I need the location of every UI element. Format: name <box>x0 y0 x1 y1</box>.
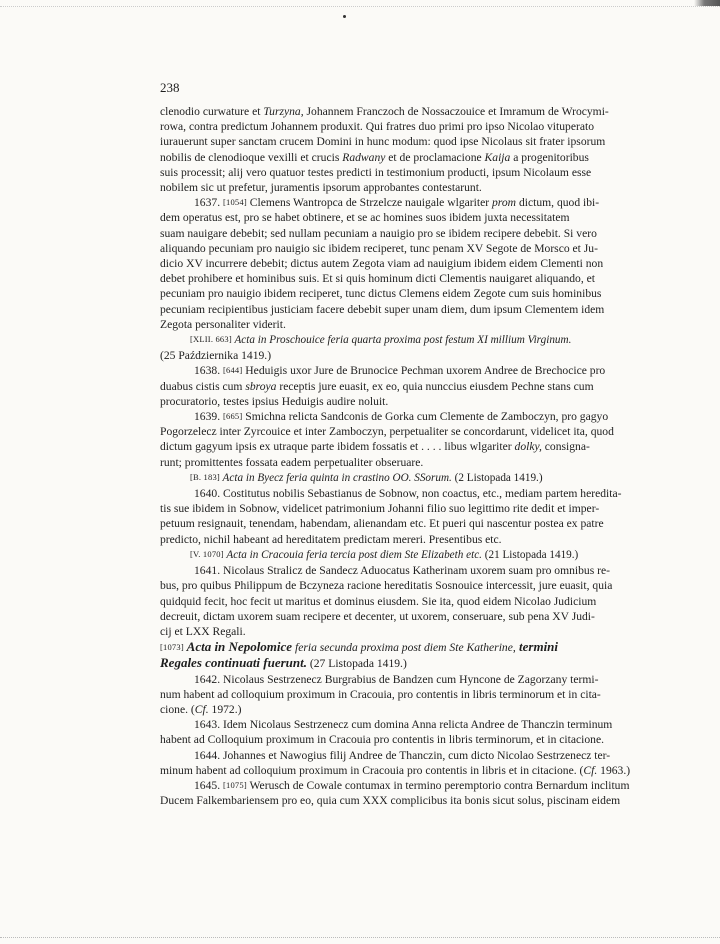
page-top-edge <box>0 6 720 8</box>
text-line: duabus cistis cum sbroya receptis jure euasit, ex eo, quia nunccius eiusdem Pechne stans cum <box>160 379 594 393</box>
text-line: debet prohibere et hominibus suis. Et si quis hominum dicti Clementis nauigaret aliquando, et <box>160 272 596 286</box>
session-heading: [V. 1070] Acta in Cracouia feria tercia post diem Ste Elizabeth etc. (21 Listopada 1419.) <box>190 548 579 561</box>
session-heading: [B. 183] Acta in Byecz feria quinta in crastino OO. SSorum. (2 Listopada 1419.) <box>190 471 543 484</box>
text-line: Zegota personaliter viderit. <box>160 317 286 331</box>
text-line: pecuniam pro nauigio ibidem reciperet, tunc dictus Clemens eidem Zegote cum suis hominibus <box>160 287 602 301</box>
text-line: clenodio curwature et Turzyna, Johannem Franczoch de Nossaczouice et Imramum de Wrocymi- <box>160 105 609 118</box>
text-line: num habent ad colloquium proximum in Cracouia, pro contentis in libris terminorum et in cita- <box>160 687 601 701</box>
entry-1644: 1644. Johannes et Nawogius filij Andree de Thanczin, cum dicto Nicolao Sestrzenecz ter- <box>194 748 611 762</box>
text-line: cione. (Cf. 1972.) <box>160 702 242 716</box>
text-line: nobilis de clenodioque vexilli et crucis Radwany et de proclamacione Kaija a progenitoribus <box>160 150 589 164</box>
text-line: decreuit, dictam uxorem suam recipere et decenter, ut uxorem, conseruare, sub pena XV Judi- <box>160 609 595 623</box>
text-line: procuratorio, testes ipsius Heduigis audire noluit. <box>160 394 389 408</box>
session-heading-bold: Regales continuati fuerunt. (27 Listopada 1419.) <box>160 655 407 671</box>
entry-1640: 1640. Costitutus nobilis Sebastianus de Sobnow, non coactus, etc., mediam partem heredita- <box>194 487 622 501</box>
text-line: petuum resignauit, tenendam, habendam, alienandam etc. Et pueri qui nascentur postea ex patre <box>160 517 604 531</box>
entry-1637: 1637. [1054] Clemens Wantropca de Strzelcze nauigale wlgariter prom dictum, quod ibi- <box>194 196 600 210</box>
entry-1643: 1643. Idem Nicolaus Sestrzenecz cum domina Anna relicta Andree de Thanczin terminum <box>194 718 613 732</box>
document-body <box>160 104 688 808</box>
text-line: bus, pro quibus Philippum de Bczyneza racione hereditatis Sosnouice intercessit, jure euasit, quia <box>160 579 613 593</box>
text-line: dem operatus est, pro se habet obtinere, et se ac homines suos ibidem juxta necessitatem <box>160 211 570 225</box>
text-line: Ducem Falkembariensem pro eo, quia cum XXX complicibus ita bonis sicut solus, piscinam eidem <box>160 794 621 808</box>
page-bottom-edge <box>0 937 720 939</box>
entry-1639: 1639. [665] Smichna relicta Sandconis de Gorka cum Clemente de Zamboczyn, pro gagyo <box>194 410 609 424</box>
text-line: runt; promittentes fossata eadem perpetualiter obseruare. <box>160 455 424 469</box>
entry-1642: 1642. Nicolaus Sestrzenecz Burgrabius de Bandzen cum Hyncone de Zagorzany termi- <box>194 672 599 686</box>
session-heading: [XLII. 663] Acta in Proschouice feria quarta proxima post festum XI millium Virginum. <box>190 334 572 347</box>
text-line: cij et LXX Regali. <box>160 624 246 638</box>
text-line: pecuniam recipientibus justiciam facere debebit super unam diem, dum ipsum Clementem idem <box>160 302 605 316</box>
page-number: 238 <box>160 80 180 95</box>
session-heading-bold: [1073] Acta in Nepolomice feria secunda proxima post diem Ste Katherine, termini <box>160 639 559 655</box>
text-line: minum habent ad colloquium proximum in Cracouia pro contentis in libris et in citacione. (Cf. 1963.) <box>160 763 631 777</box>
entry-1645: 1645. [1075] Werusch de Cowale contumax in termino peremptorio contra Bernardum inclitum <box>194 778 630 792</box>
text-line: Pogorzelecz inter Zyrcouice et inter Zamboczyn, perpetualiter se concordarunt, videlicet ita, quod <box>160 425 614 439</box>
text-line: aliquando pecuniam pro nauigio sic ibidem reciperet, tunc penam XV Segote de Morsco et Ju- <box>160 241 598 255</box>
text-line: dictum gagyum ipsis ex utraque parte ibidem fossatis et . . . . libus wlgariter dolky, consigna- <box>160 440 590 454</box>
text-line: predicto, nichil habeant ad hereditatem predictam mereri. Presentibus etc. <box>160 532 502 546</box>
text-line: habent ad Colloquium proximum in Cracouia pro contentis in libris terminorum, et in citacione. <box>160 733 605 747</box>
text-line: tis sue ibidem in Sobnow, videlicet patrimonium Johanni filio suo legittimo rite dedit et imper- <box>160 502 600 516</box>
text-line: dicio XV incurrere debebit; dictus autem Zegota viam ad nauigium ibidem eidem Clementi non <box>160 257 604 271</box>
text-line: quidquid fecit, hoc fecit ut maritus et dominus eiusdem. Sie ita, quod eidem Nicolao Judicium <box>160 594 597 608</box>
text-line: iurauerunt super sanctam crucem Domini in hunc modum: quod ipse Nicolaus sit frater ipsorum <box>160 135 606 149</box>
text-line: suis processit; alij vero quatuor testes predicti in testimonium producti, ipsum Nicolaum esse <box>160 165 592 179</box>
entry-1638: 1638. [644] Heduigis uxor Jure de Brunocice Pechman uxorem Andree de Brechocice pro <box>194 364 606 378</box>
session-date: (25 Października 1419.) <box>160 349 272 363</box>
text-line: rowa, contra predictum Johannem produxit. Qui fratres duo primi pro ipso Nicolao vituperato <box>160 120 595 134</box>
scan-corner-mark <box>694 0 720 6</box>
entry-1641: 1641. Nicolaus Stralicz de Sandecz Aduocatus Katherinam uxorem suam pro omnibus re- <box>194 564 610 578</box>
text-line: suam nauigare debebit; sed nullam pecuniam a nauigio pro se ibidem recipere debebit. Si vero <box>160 226 597 240</box>
ink-speck <box>343 15 346 18</box>
text-line: nobilem sic ut prefetur, juramentis ipsorum approbantes contestarunt. <box>160 181 482 195</box>
